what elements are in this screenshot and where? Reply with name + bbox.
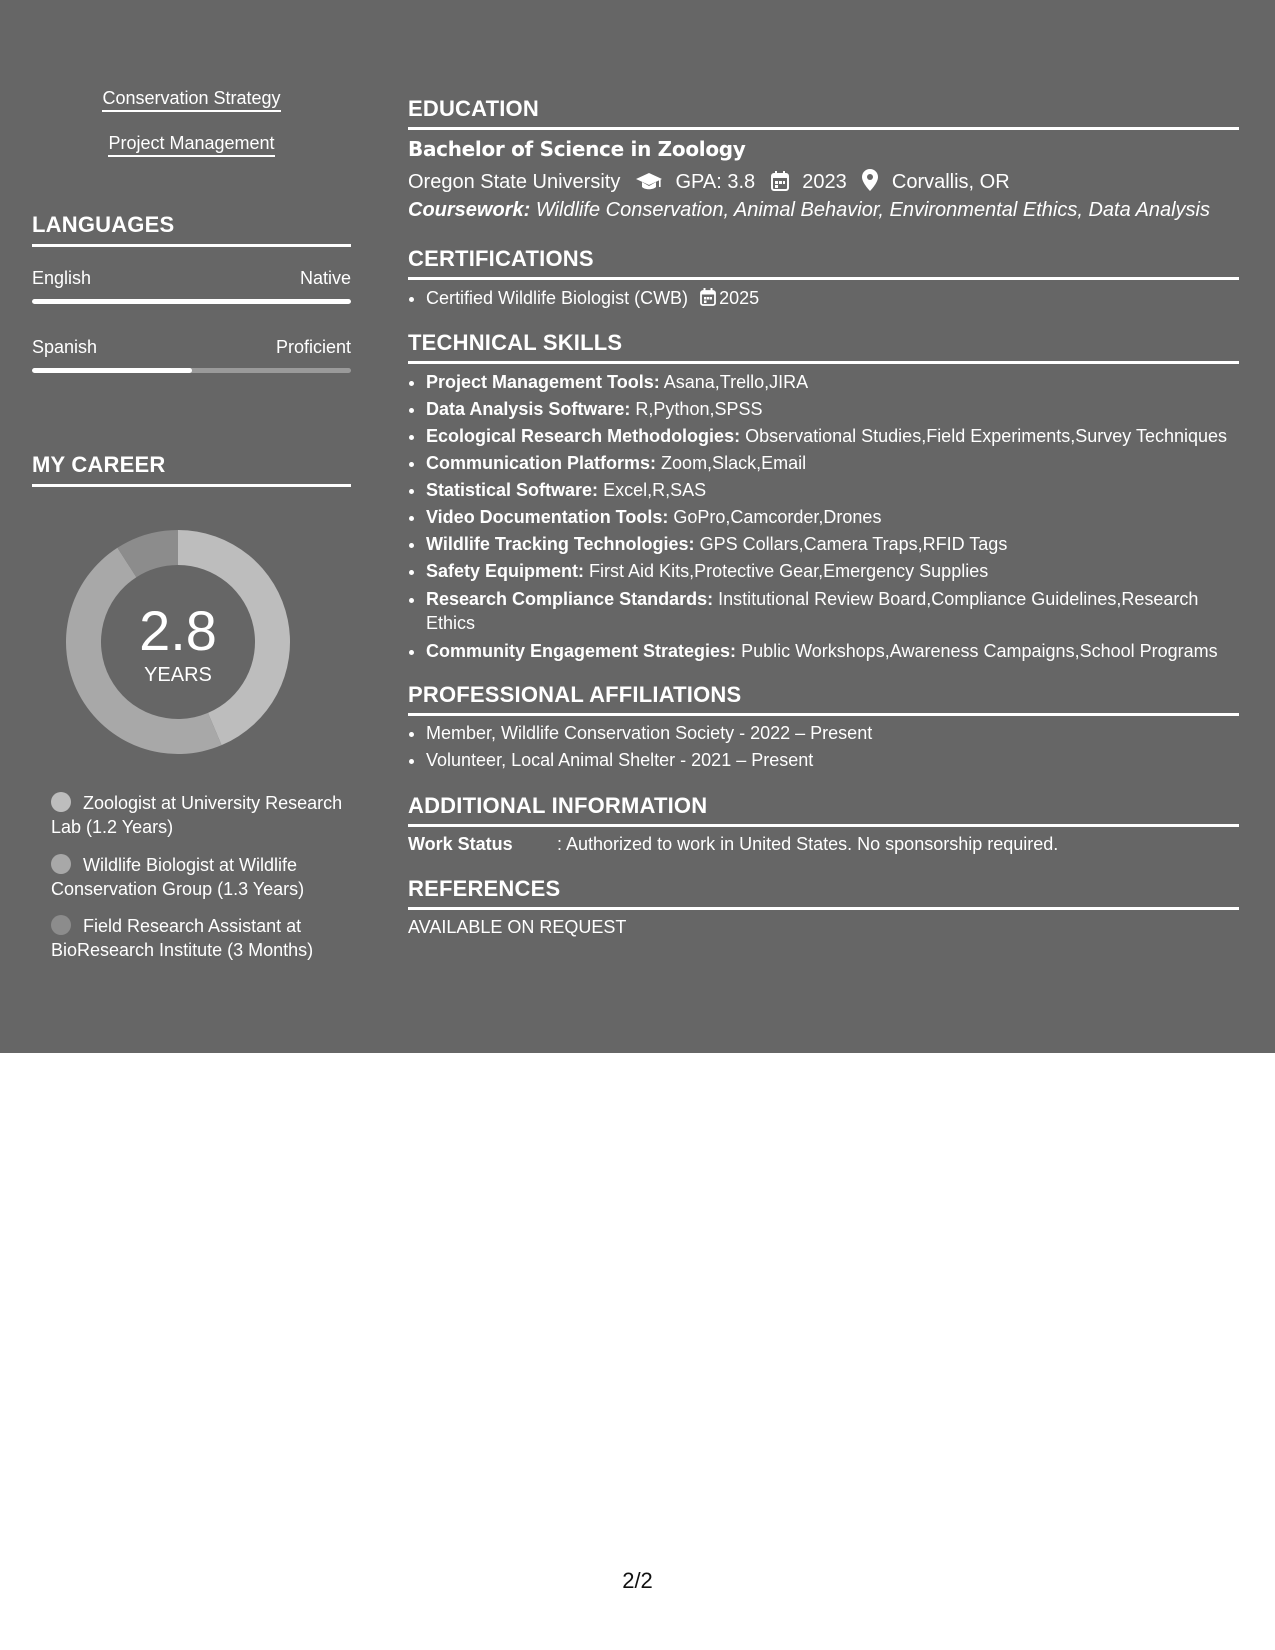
language-level: Native (299, 268, 351, 288)
additional-info-heading: ADDITIONAL INFORMATION (408, 793, 1239, 827)
career-total-unit: YEARS (144, 664, 212, 686)
legend-dot (51, 792, 71, 812)
affiliations-list (408, 720, 1239, 774)
list-item: • Data Analysis Software: R,Python,SPSS (426, 396, 1239, 423)
list-item: • Research Compliance Standards: Institutional Review Board,Compliance Guidelines,Research Ethics (426, 585, 1239, 638)
certifications-heading: CERTIFICATIONS (408, 246, 1239, 280)
language-name: English (32, 268, 92, 288)
language-bar-fill (32, 368, 192, 373)
page-number: 2/2 (622, 1568, 653, 1593)
work-status-value: : Authorized to work in United States. No sponsorship required. (557, 834, 1059, 854)
language-bar-spanish (32, 368, 351, 373)
education-gpa: GPA: 3.8 (675, 171, 756, 193)
education-heading: EDUCATION (408, 96, 1239, 130)
legend-dot (51, 854, 71, 874)
list-item: • Safety Equipment: First Aid Kits,Protective Gear,Emergency Supplies (426, 558, 1239, 585)
list-item: • Video Documentation Tools: GoPro,Camcorder,Drones (426, 504, 1239, 531)
language-bar-fill (32, 299, 351, 304)
technical-skills-list (408, 369, 1239, 665)
legend-dot (51, 915, 71, 935)
certifications-list (408, 285, 1239, 314)
languages-heading: LANGUAGES (32, 212, 351, 247)
list-item: • Wildlife Tracking Technologies: GPS Collars,Camera Traps,RFID Tags (426, 531, 1239, 558)
education-school: Oregon State University (408, 171, 621, 193)
skill-link-conservation-strategy[interactable]: Conservation Strategy (32, 88, 351, 109)
skill-link-project-management[interactable]: Project Management (32, 133, 351, 154)
list-item: • Community Engagement Strategies: Public Workshops,Awareness Campaigns,School Programs (426, 638, 1239, 665)
career-item-zoologist: Zoologist at University Research Lab (1.2 Years) (51, 793, 343, 837)
education-details (408, 169, 1010, 197)
education-year: 2023 (802, 171, 847, 193)
list-item: • Statistical Software: Excel,R,SAS (426, 477, 1239, 504)
references-heading: REFERENCES (408, 876, 1239, 910)
calendar-icon (771, 171, 789, 197)
list-item: • Certified Wildlife Biologist (CWB) 2025 (426, 285, 1239, 314)
list-item: • Project Management Tools: Asana,Trello,JIRA (426, 369, 1239, 396)
career-item-wildlife-biologist: Wildlife Biologist at Wildlife Conservation Group (1.3 Years) (51, 855, 305, 899)
map-pin-icon (862, 169, 878, 197)
career-total-years: 2.8 (139, 599, 217, 662)
career-item-field-research-assistant: Field Research Assistant at BioResearch Institute (3 Months) (51, 916, 314, 960)
affiliations-heading: PROFESSIONAL AFFILIATIONS (408, 682, 1239, 716)
list-item: • Ecological Research Methodologies: Observational Studies,Field Experiments,Survey Techniques (426, 423, 1239, 450)
list-item: • Communication Platforms: Zoom,Slack,Email (426, 450, 1239, 477)
calendar-icon (700, 287, 716, 314)
work-status-label: Work Status (408, 834, 513, 854)
language-bar-english (32, 299, 351, 304)
education-degree: Bachelor of Science in Zoology (408, 137, 746, 161)
work-status-row (408, 834, 1058, 855)
education-location: Corvallis, OR (891, 171, 1010, 193)
references-text: AVAILABLE ON REQUEST (408, 917, 627, 937)
language-level: Proficient (275, 337, 351, 357)
language-name: Spanish (32, 337, 98, 357)
graduation-cap-icon (636, 173, 662, 197)
list-item: • Member, Wildlife Conservation Society - 2022 – Present (426, 720, 1239, 747)
list-item: • Volunteer, Local Animal Shelter - 2021 – Present (426, 747, 1239, 774)
education-coursework: Coursework: Wildlife Conservation, Animal Behavior, Environmental Ethics, Data Analysis (408, 199, 1211, 221)
technical-skills-heading: TECHNICAL SKILLS (408, 330, 1239, 364)
career-heading: MY CAREER (32, 452, 351, 487)
